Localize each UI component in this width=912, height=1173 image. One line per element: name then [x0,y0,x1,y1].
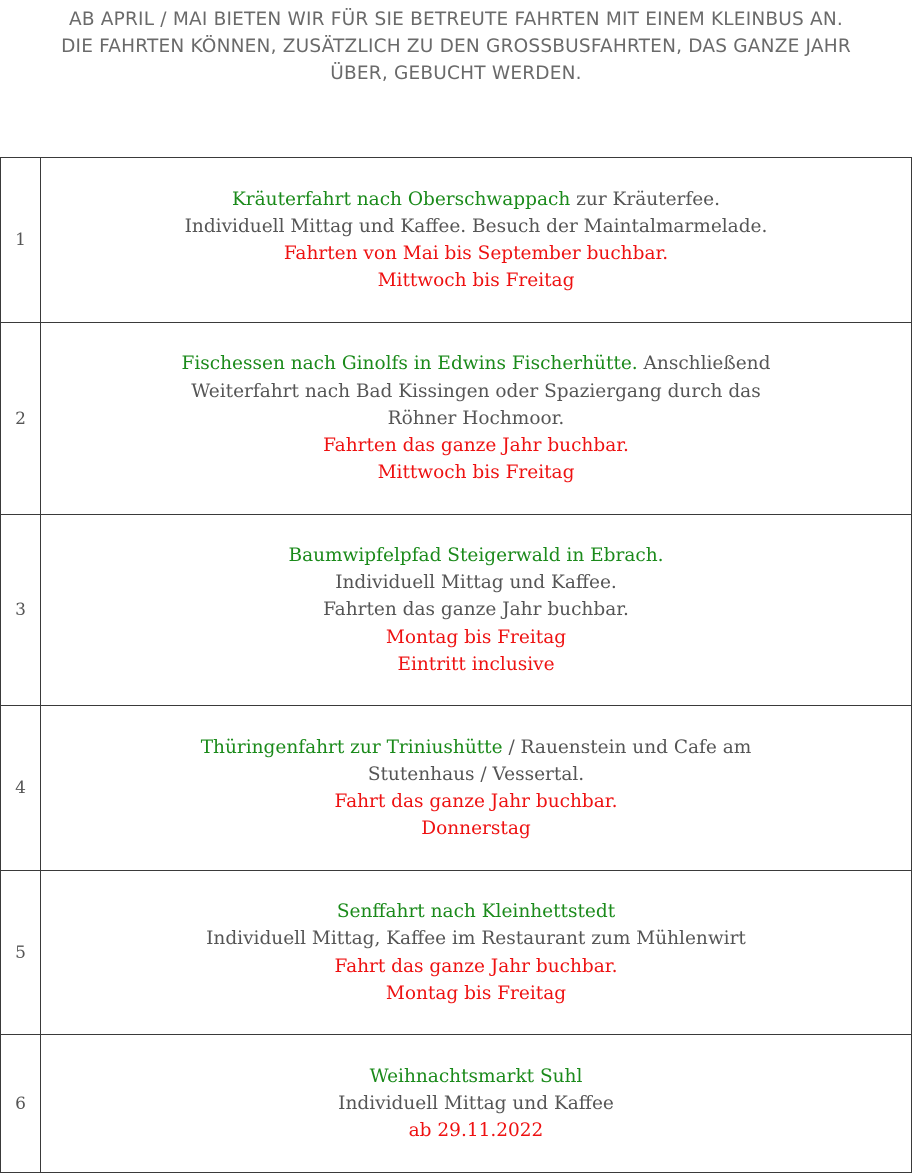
table-row [1,1035,912,1173]
table-row [1,515,912,706]
trip-title: Fischessen nach Ginolfs in Edwins Fischerhütte. [181,353,638,375]
intro-line-1: AB APRIL / MAI BIETEN WIR FÜR SIE BETREUTE FAHRTEN MIT EINEM KLEINBUS AN. [68,9,844,30]
table-row [1,871,912,1035]
trips-table [0,157,912,1173]
trip-details: Individuell Mittag, Kaffee im Restaurant zum Mühlenwirt [206,928,746,950]
trip-details: Weiterfahrt nach Bad Kissingen oder Spaziergang durch das [191,380,761,402]
trip-days: Donnerstag [421,818,531,840]
trip-title-suffix: / Rauenstein und Cafe am [502,736,752,758]
trip-number: 4 [1,706,41,871]
trip-days: Montag bis Freitag [385,626,567,648]
trip-days: Mittwoch bis Freitag [377,270,575,292]
trip-days: Mittwoch bis Freitag [377,462,575,484]
table-row [1,158,912,323]
trip-availability: Fahrten das ganze Jahr buchbar. [323,435,629,457]
trip-title: Senffahrt nach Kleinhettstedt [336,901,616,923]
trip-title: Kräuterfahrt nach Oberschwappach [231,188,571,210]
trip-days: Montag bis Freitag [385,982,567,1004]
trip-number: 1 [1,158,41,323]
trip-details: Individuell Mittag und Kaffee [338,1092,614,1114]
trip-description [41,515,912,706]
trip-description [41,706,912,871]
trip-availability: Fahrt das ganze Jahr buchbar. [334,791,618,812]
intro-line-3: ÜBER, GEBUCHT WERDEN. [330,63,582,84]
trip-details: Individuell Mittag und Kaffee. [335,572,617,594]
trip-description [41,158,912,323]
trip-description [41,1035,912,1173]
trip-description [41,323,912,515]
trip-number: 5 [1,871,41,1035]
trip-title: Baumwipfelpfad Steigerwald in Ebrach. [288,544,664,566]
trip-details: Stutenhaus / Vessertal. [367,763,585,785]
table-row [1,323,912,515]
trip-extra: Eintritt inclusive [397,653,555,675]
trip-number: 6 [1,1035,41,1173]
trip-details: Röhner Hochmoor. [387,407,565,429]
trip-availability: Fahrt das ganze Jahr buchbar. [334,955,618,977]
table-row [1,706,912,871]
trip-title: Weihnachtsmarkt Suhl [369,1065,583,1087]
trip-availability: Fahrten von Mai bis September buchbar. [283,243,669,264]
trip-title-suffix: zur Kräuterfee. [570,188,721,210]
trip-description [41,871,912,1035]
trip-details: Individuell Mittag und Kaffee. Besuch der Maintalmarmelade. [184,215,768,237]
trip-number: 2 [1,323,41,515]
trip-availability: Fahrten das ganze Jahr buchbar. [323,599,629,621]
intro-line-2: DIE FAHRTEN KÖNNEN, ZUSÄTZLICH ZU DEN GROSSBUSFAHRTEN, DAS GANZE JAHR [61,36,851,57]
trip-date: ab 29.11.2022 [408,1120,544,1142]
intro-text [0,6,912,87]
trip-title-suffix: Anschließend [637,353,771,375]
trip-number: 3 [1,515,41,706]
trip-title: Thüringenfahrt zur Triniushütte [200,736,503,758]
